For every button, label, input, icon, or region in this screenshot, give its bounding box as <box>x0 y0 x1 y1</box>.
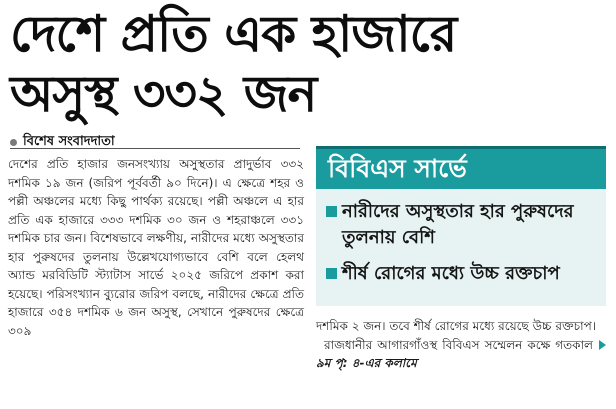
byline-divider <box>10 148 300 149</box>
triangle-arrow-icon <box>599 340 606 350</box>
survey-box-banner: বিবিএস সার্ভে <box>316 149 606 189</box>
article-body-right <box>316 317 610 373</box>
article-body-right-para-2 <box>316 336 610 373</box>
headline-line-2: অসুস্থ ৩৩২ জন <box>10 65 317 123</box>
survey-box-item <box>316 261 606 287</box>
article-body-right-para-1: দশমিক ২ জন। তবে শীর্ষ রোগের মধ্যে রয়েছে উচ্চ রক্তচাপ। <box>316 319 597 333</box>
headline-line-1: দেশে প্রতি এক হাজারে <box>10 5 457 63</box>
headline <box>10 4 610 124</box>
survey-box <box>316 146 606 306</box>
square-bullet-icon <box>326 268 337 279</box>
survey-box-item <box>316 199 606 251</box>
continued-page-reference[interactable]: ৯ম পৃ: ৪-এর কলামে <box>316 356 417 370</box>
bullet-icon <box>10 139 17 146</box>
article-body-left: দেশের প্রতি হাজার জনসংখ্যায় অসুস্থতার প্রাদুর্ভাব ৩৩২ দশমিক ১৯ জন (জরিপ পূর্ববর্তী ৯০ দিনে)। এ ক্ষেত্রে শহর ও পল্লী অঞ্চলের মধ্যে কিছু পার্থক্য রয়েছে। পল্লী অঞ্চলে এ হার প্রতি এক হাজারে ৩৩৩ দশমিক ৩০ জন ও শহরাঞ্চলে ৩৩১ দশমিক চার জন। বিশেষভাবে লক্ষণীয়, নারীদের মধ্যে অসুস্থতার হার পুরুষদের তুলনায় উল্লেখযোগ্যভাবে বেশি বলে হেলথ অ্যান্ড মরবিডিটি স্ট্যাটাস সার্ভে ২০২৫ জরিপে প্রকাশ করা হয়েছে। পরিসংখ্যান ব্যুরোর জরিপ বলছে, নারীদের ক্ষেত্রে প্রতি হাজারে ৩৫৪ দশমিক ৬ জন অসুস্থ, সেখানে পুরুষদের ক্ষেত্রে ৩০৯ <box>8 157 304 338</box>
survey-box-item-text: শীর্ষ রোগের মধ্যে উচ্চ রক্তচাপ <box>342 263 560 284</box>
article-body-right-para-2-text: রাজধানীর আগারগাঁওস্থ বিবিএস সম্মেলন কক্ষে গতকাল <box>324 337 593 352</box>
survey-box-item-text: নারীদের অসুস্থতার হার পুরুষদের তুলনায় বেশি <box>342 201 574 248</box>
byline-text: বিশেষ সংবাদদাতা <box>23 134 115 149</box>
square-bullet-icon <box>326 206 337 217</box>
byline <box>10 132 115 153</box>
